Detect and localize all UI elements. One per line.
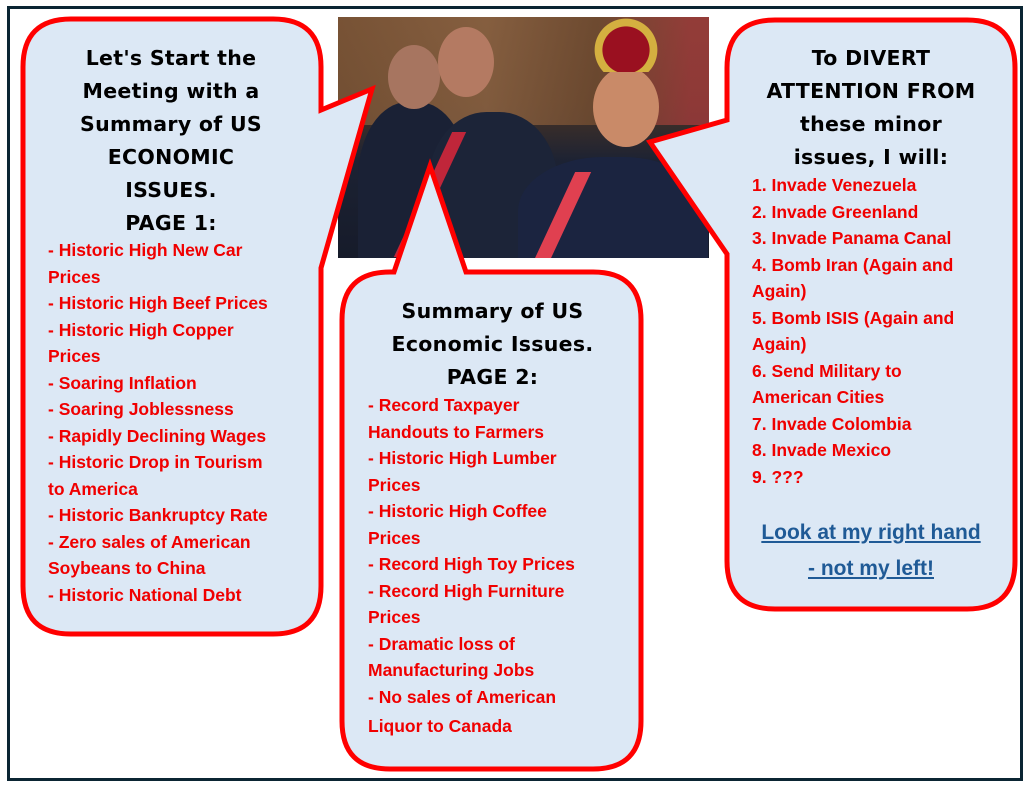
right-hand-link[interactable] xyxy=(737,515,1005,587)
middle-bubble-heading xyxy=(350,295,635,394)
list-item: - No sales of American xyxy=(368,686,557,707)
list-item: - Soaring Joblessness xyxy=(48,399,234,419)
list-item: 6. Send Military to xyxy=(752,360,902,381)
list-item: American Cities xyxy=(752,387,885,407)
list-item: Again) xyxy=(752,334,807,354)
list-item: Prices xyxy=(48,266,101,287)
heading-line: ISSUES. xyxy=(125,178,217,202)
heading-line: issues, I will: xyxy=(793,145,949,169)
list-item: Prices xyxy=(48,346,101,366)
right-bubble-heading xyxy=(737,42,1005,174)
middle-bubble-issues-list xyxy=(368,392,575,740)
list-item: Liquor to Canada xyxy=(368,716,512,736)
heading-line: Summary of US xyxy=(80,112,262,136)
list-item: Prices xyxy=(368,607,421,627)
list-item: - Dramatic loss of xyxy=(368,633,515,654)
list-item: - Zero sales of American xyxy=(48,531,251,552)
heading-line: ATTENTION FROM xyxy=(766,79,976,103)
right-bubble-action-list xyxy=(752,172,954,490)
list-item: - Record High Furniture xyxy=(368,580,565,601)
list-item: to America xyxy=(48,478,138,499)
heading-line: these minor xyxy=(799,112,942,136)
heading-line: Meeting with a xyxy=(82,79,260,103)
list-item: 3. Invade Panama Canal xyxy=(752,228,952,248)
list-item: 4. Bomb Iran (Again and xyxy=(752,254,954,275)
list-item: - Record Taxpayer xyxy=(368,395,520,415)
list-item: 1. Invade Venezuela xyxy=(752,175,917,195)
heading-line: PAGE 1: xyxy=(125,211,217,235)
heading-line: PAGE 2: xyxy=(446,365,539,389)
list-item: Prices xyxy=(368,474,421,495)
heading-line: To DIVERT xyxy=(811,46,931,70)
list-item: Prices xyxy=(368,527,421,548)
left-bubble-heading xyxy=(40,42,302,240)
heading-line: Let's Start the xyxy=(85,46,257,70)
list-item: - Historic High Beef Prices xyxy=(48,293,268,313)
link-line[interactable]: - not my left! xyxy=(808,557,934,580)
heading-line: ECONOMIC xyxy=(107,145,235,169)
list-item: Handouts to Farmers xyxy=(368,421,544,442)
list-item: 7. Invade Colombia xyxy=(752,413,912,434)
list-item: - Record High Toy Prices xyxy=(368,554,575,574)
list-item: - Historic High Coffee xyxy=(368,501,547,521)
list-item: - Rapidly Declining Wages xyxy=(48,425,267,446)
list-item: - Historic High Lumber xyxy=(368,448,557,468)
link-line[interactable]: Look at my right hand xyxy=(761,521,981,544)
list-item: - Historic Drop in Tourism xyxy=(48,452,263,472)
list-item: - Historic National Debt xyxy=(48,584,242,605)
list-item: - Historic High New Car xyxy=(48,240,243,260)
heading-line: Economic Issues. xyxy=(391,332,594,356)
list-item: Again) xyxy=(752,281,807,301)
list-item: 9. ??? xyxy=(752,466,804,487)
list-item: Manufacturing Jobs xyxy=(368,660,535,680)
heading-line: Summary of US xyxy=(401,299,584,323)
list-item: 2. Invade Greenland xyxy=(752,201,919,222)
list-item: Soybeans to China xyxy=(48,558,206,578)
left-bubble-issues-list xyxy=(48,237,268,608)
list-item: 5. Bomb ISIS (Again and xyxy=(752,307,955,328)
list-item: - Historic Bankruptcy Rate xyxy=(48,505,268,525)
list-item: - Soaring Inflation xyxy=(48,372,197,393)
list-item: - Historic High Copper xyxy=(48,319,234,340)
list-item: 8. Invade Mexico xyxy=(752,440,892,460)
